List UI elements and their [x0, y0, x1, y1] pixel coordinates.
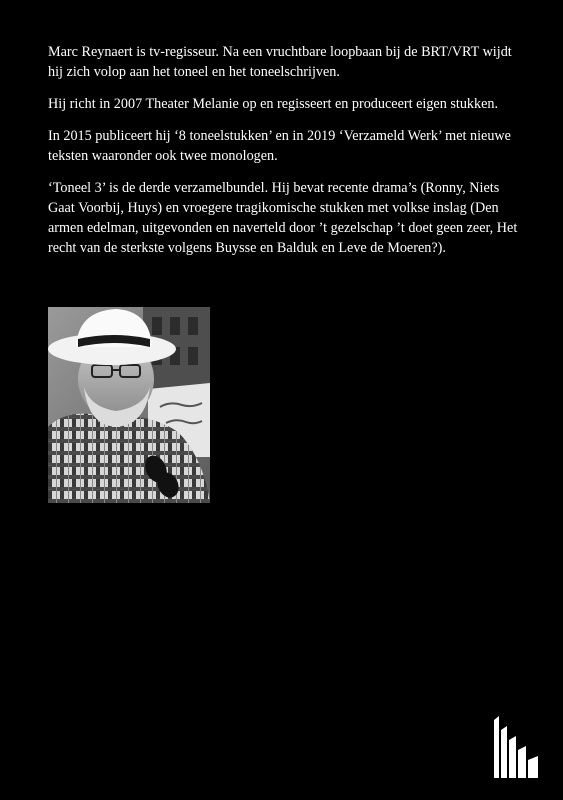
author-bio: [48, 42, 518, 270]
bio-paragraph-2: Hij richt in 2007 Theater Melanie op en regisseert en produceert eigen stukken.: [48, 96, 499, 112]
bio-paragraph-4: ‘Toneel 3’ is de derde verzamelbundel. Hij bevat recente drama’s (Ronny, Niets Gaat Voorbij, Huys) en vroegere tragikomische stukken met volkse inslag (Den armen edelman, uitgevonden en naverteld door ’t gezelschap ’t doet geen zeer, Het recht van de sterkste volgens Buysse en Balduk en Leve de Moeren?).: [48, 180, 518, 256]
bio-paragraph-3: In 2015 publiceert hij ‘8 toneelstukken’ en in 2019 ‘Verzameld Werk’ met nieuwe teksten waaronder ook twee monologen.: [48, 128, 511, 164]
author-photo: [48, 307, 210, 503]
publisher-logo-icon: [492, 716, 542, 778]
bio-paragraph-1: Marc Reynaert is tv-regisseur. Na een vruchtbare loopbaan bij de BRT/VRT wijdt hij zich volop aan het toneel en het toneelschrijven.: [48, 44, 512, 80]
